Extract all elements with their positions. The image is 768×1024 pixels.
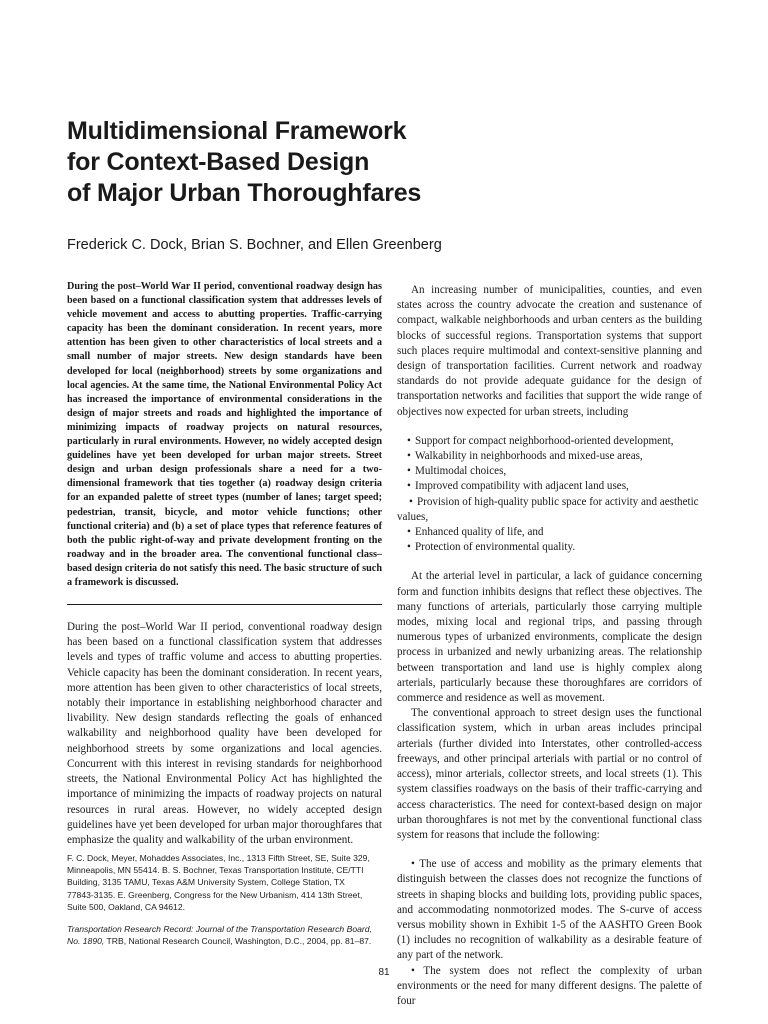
citation-footnote bbox=[67, 923, 372, 947]
left-column bbox=[67, 280, 382, 848]
bullet-icon: • bbox=[411, 858, 415, 871]
list-item: • Provision of high-quality public space for activity and aesthetic values, bbox=[397, 495, 699, 523]
list-item: • Protection of environmental quality. bbox=[397, 540, 702, 555]
intro-paragraph: During the post–World War II period, conventional roadway design has been based on a functional classification system that addresses levels and types of traffic volume and access to abutting properties. Vehicle capacity has been the dominant consideration. In recent years, more attention has been given to other characteristics of local streets, notably their importance in establishing neighborhood character and livability. New design standards reflecting the goals of enhanced walkability and neighborhood quality have been developed for neighborhood streets by some organizations and local agencies. Concurrent with this interest in revising standards for neighborhood streets, the National Environmental Policy Act has highlighted the importance of minimizing the impacts of roadway projects on natural resources in rural areas. However, no widely accepted design guidelines have yet been developed for urban major thoroughfares that emphasize the quality and walkability of the urban environment. bbox=[67, 621, 382, 846]
bulleted-paragraph: • The use of access and mobility as the primary elements that distinguish between the classes does not recognize the functions of streets in shaping blocks and building lots, providing public spaces, and accommodating nonmotorized modes. The S-curve of access versus mobility shown in Exhibit 1-5 of the AASHTO Green Book (1) includes no recognition of walkability as a desirable feature of any part of the network. bbox=[397, 858, 702, 962]
author-affiliations: F. C. Dock, Meyer, Mohaddes Associates, Inc., 1313 Fifth Street, SE, Suite 329, Minneapolis, MN 55414. B. S. Bochner, Texas Transportation Institute, CE/TTI Building, 3135 TAMU, Texas A&M University System, College Station, TX 77843-3135. E. Greenberg, Congress for the New Urbanism, 414 13th Street, Suite 500, Oakland, CA 94612. bbox=[67, 853, 370, 912]
bullet-icon: • bbox=[407, 480, 411, 493]
bullet-icon: • bbox=[407, 541, 411, 554]
bullet-icon: • bbox=[407, 434, 411, 447]
abstract-divider bbox=[67, 604, 382, 605]
list-item: • Multimodal choices, bbox=[397, 464, 702, 479]
body-paragraph: The conventional approach to street design uses the functional classification system, which in urban areas includes principal arterials (further divided into Interstates, other controlled-access freeways, and other principal arterials with partial or no control of access), minor arterials, collector streets, and local streets (1). This system classifies roadways on the basis of their traffic-carrying and access characteristics. The need for context-based design on major urban thoroughfares is not met by the conventional functional class system for reasons that include the following: bbox=[397, 707, 702, 841]
title-line: of Major Urban Thoroughfares bbox=[67, 179, 422, 207]
list-item: • Support for compact neighborhood-oriented development, bbox=[397, 434, 702, 449]
bullet-icon: • bbox=[409, 495, 413, 508]
title-line: for Context-Based Design bbox=[67, 148, 370, 176]
citation-details: TRB, National Research Council, Washington, D.C., 2004, pp. 81–87. bbox=[104, 936, 372, 947]
list-item: • Improved compatibility with adjacent land uses, bbox=[397, 479, 702, 494]
bullet-icon: • bbox=[407, 450, 411, 463]
list-item: • Enhanced quality of life, and bbox=[397, 525, 702, 540]
body-paragraph: An increasing number of municipalities, counties, and even states across the country advocate the creation and sustenance of compact, walkable neighborhoods and urban centers as the building blocks of successful regions. Transportation systems that support such places require multimodal and context-sensitive planning and design of transportation facilities. Current network and roadway standards do not provide adequate guidance for the design of transportation networks and facilities that support the wide range of objectives now expected for urban streets, including bbox=[397, 284, 702, 418]
abstract: During the post–World War II period, conventional roadway design has been based on a functional classification system that addresses levels of vehicle movement and access to abutting properties. Traffic-carrying capacity has been the dominant consideration. In recent years, more attention has been given to other characteristics of local streets and a small number of major streets. New design standards have been developed for local (neighborhood) streets by some organizations and local agencies. At the same time, the National Environmental Policy Act has increased the importance of environmental considerations in the design of major streets and roads and highlighted the importance of minimizing impacts of roadway projects on natural resources, particularly in rural environments. However, no widely accepted design guidelines have yet been developed for urban major streets. Street design and urban design professionals share a need for a two-dimensional framework that ties together (a) roadway design criteria for an expanded palette of street types (number of lanes; target speed; pedestrian, transit, bicycle, and motor vehicle functions; other functional criteria) and (b) a set of place types that reference features of both the public right-of-way and private development fronting on the roadway and in the broader area. The conventional functional class–based design criteria do not satisfy this need. The basic structure of such a framework is discussed. bbox=[67, 281, 382, 588]
bullet-icon: • bbox=[411, 964, 415, 977]
list-item: • Walkability in neighborhoods and mixed-use areas, bbox=[397, 449, 702, 464]
objectives-list bbox=[397, 434, 702, 556]
paper-title bbox=[67, 116, 707, 209]
citation-journal: Transportation Research Record: Journal of the Transportation Research Board, No. 1890, bbox=[67, 924, 372, 947]
bullet-icon: • bbox=[407, 465, 411, 478]
bullet-icon: • bbox=[407, 526, 411, 539]
footnotes bbox=[67, 852, 372, 957]
author-list: Frederick C. Dock, Brian S. Bochner, and Ellen Greenberg bbox=[67, 237, 442, 253]
right-column bbox=[397, 283, 702, 1009]
title-line: Multidimensional Framework bbox=[67, 117, 407, 145]
body-paragraph: At the arterial level in particular, a lack of guidance concerning form and function inhibits designs that reflect these objectives. The many functions of arterials, particularly those carrying multiple modes, mixing local and regional trips, and passing through numerous types of urbanized environments, complicate the design process in urbanized and newly urbanizing areas. The relationship between transportation and land use is highly complex along arterials, particularly because these thoroughfares are corridors of commerce and residence as well as movement. bbox=[397, 570, 702, 705]
page-number: 81 bbox=[378, 967, 390, 978]
bulleted-paragraph: • The system does not reflect the complexity of urban environments or the need for many different designs. The palette of four bbox=[397, 964, 702, 1007]
